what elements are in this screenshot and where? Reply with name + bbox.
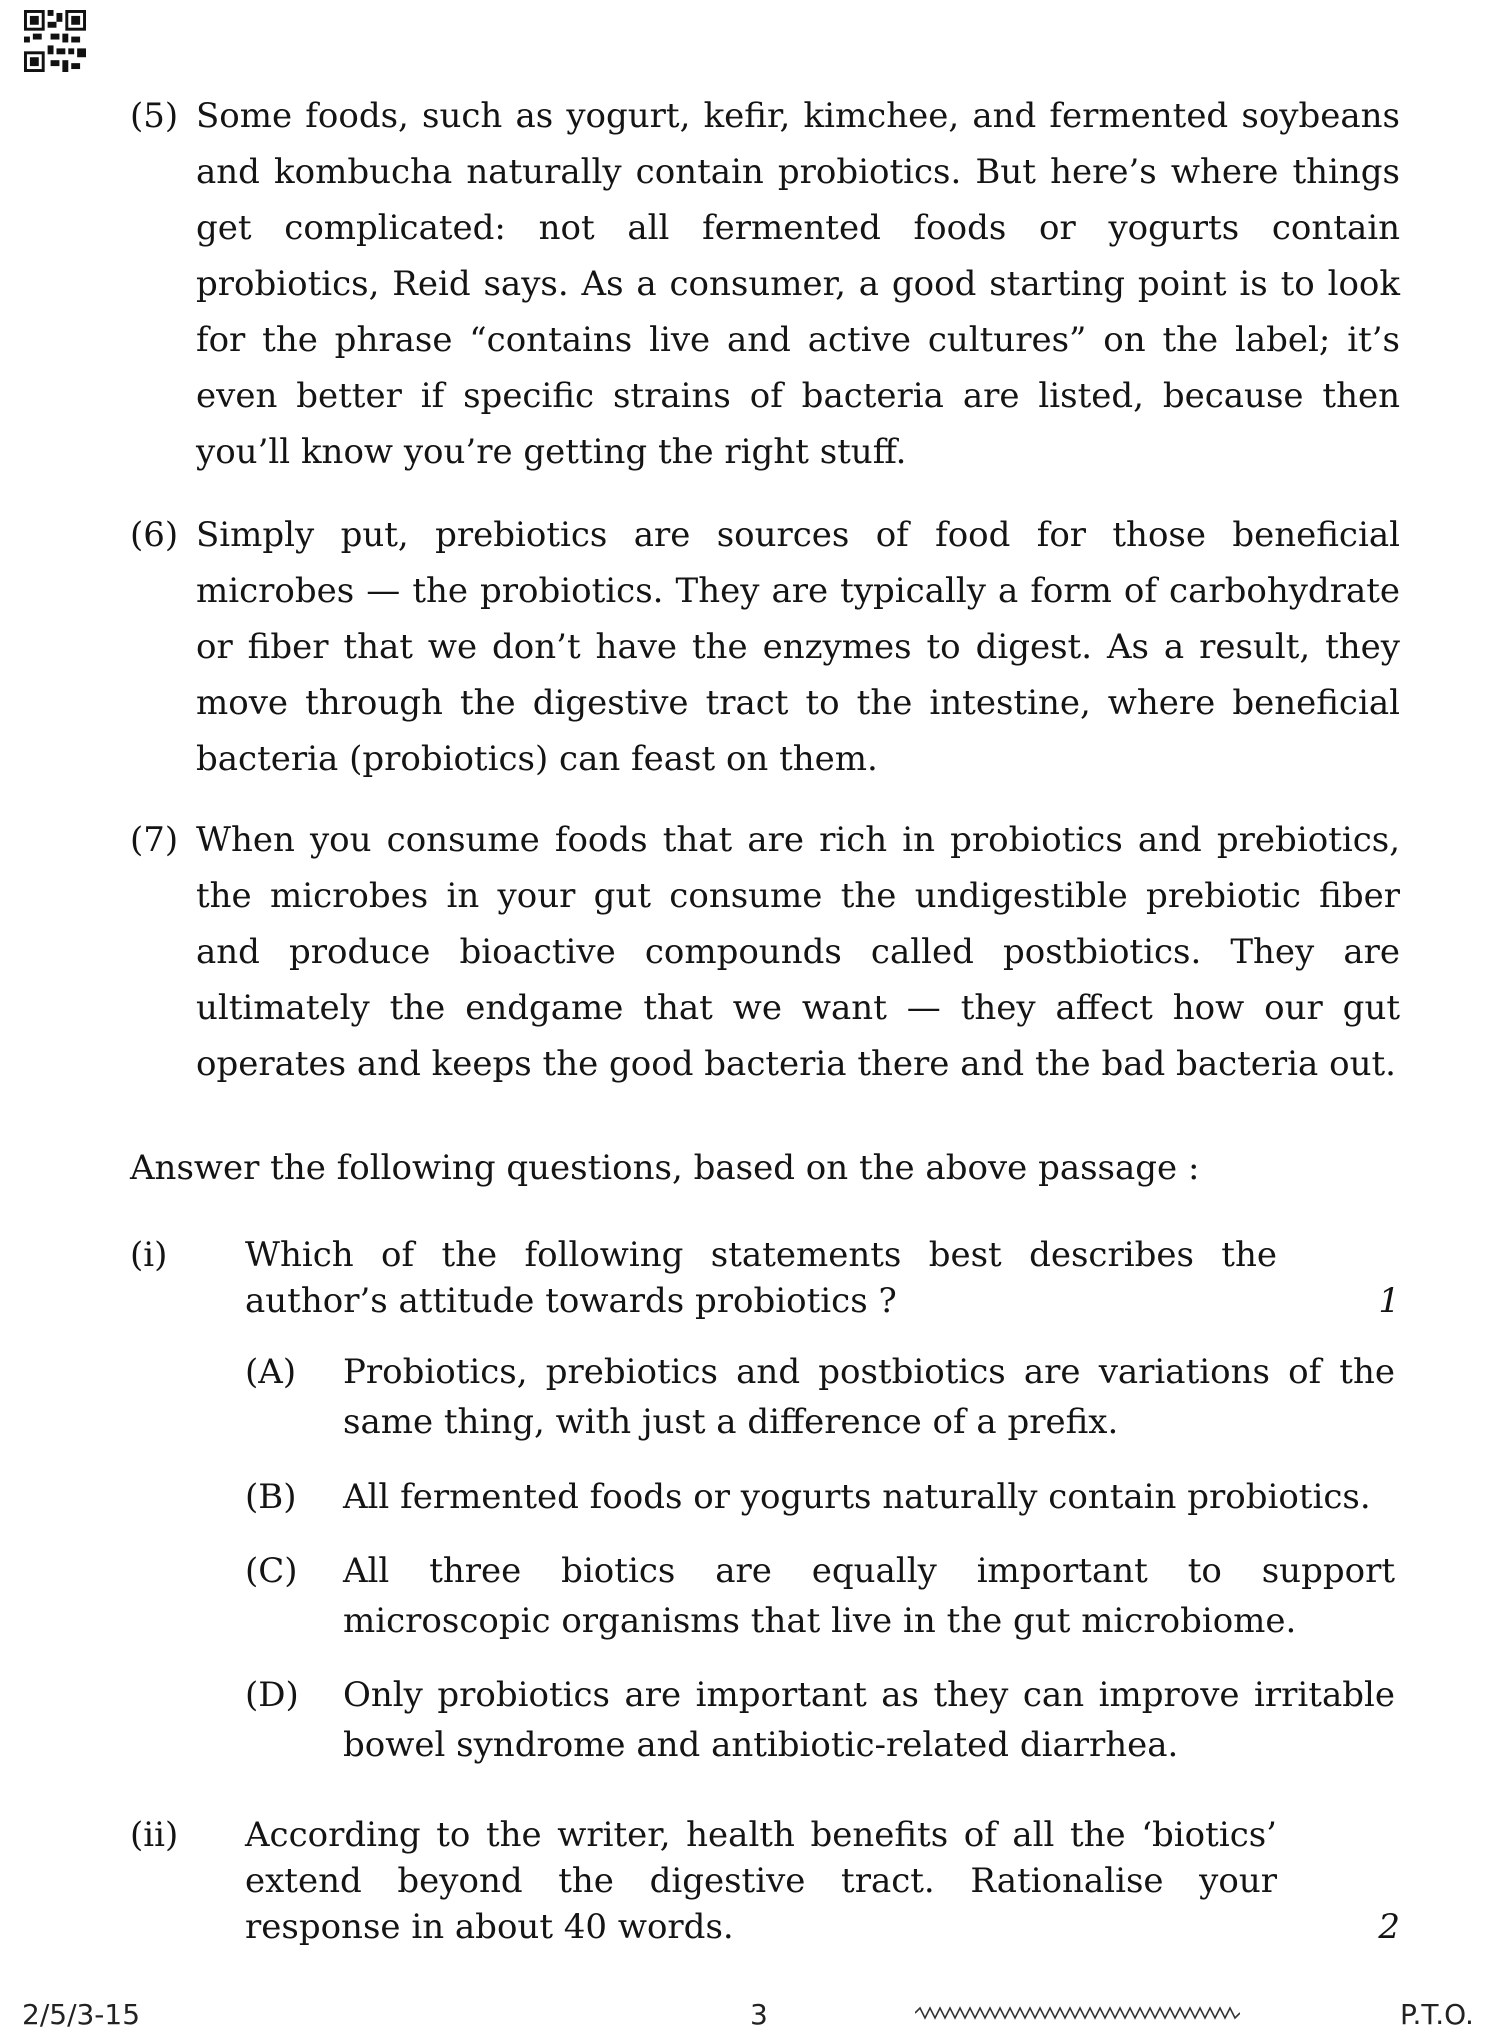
footer-page-number: 3 <box>750 1998 768 2031</box>
qr-code-icon <box>24 10 86 72</box>
option-text: All fermented foods or yogurts naturally contain probiotics. <box>343 1477 1371 1517</box>
paragraph-number: (7) <box>130 820 179 860</box>
question-marks: 1 <box>1378 1281 1400 1321</box>
passage-paragraph-6 <box>130 507 1400 787</box>
option-text: All three biotics are equally important to support microscopic organisms that live in the gut microbiome. <box>343 1551 1395 1641</box>
option-text: Probiotics, prebiotics and postbiotics are variations of the same thing, with just a difference of a prefix. <box>343 1352 1395 1442</box>
option-d <box>245 1670 1400 1770</box>
passage-paragraph-7 <box>130 812 1400 1092</box>
paragraph-text: Some foods, such as yogurt, kefir, kimchee, and fermented soybeans and kombucha naturally contain probiotics. But here’s where things get complicated: not all fermented foods or yogurts contain probiotics, Reid says. As a consumer, a good starting point is to look for the phrase “contains live and active cultures” on the label; it’s even better if specific strains of bacteria are listed, because then you’ll know you’re getting the right stuff. <box>196 96 1400 472</box>
option-label: (A) <box>245 1352 297 1392</box>
passage-paragraph-5 <box>130 88 1400 480</box>
paragraph-text: Simply put, prebiotics are sources of food for those beneficial microbes — the probiotics. They are typically a form of carbohydrate or fiber that we don’t have the enzymes to digest. As a result, they move through the digestive tract to the intestine, where beneficial bacteria (probiotics) can feast on them. <box>196 515 1400 779</box>
option-c <box>245 1546 1400 1646</box>
option-label: (D) <box>245 1675 299 1715</box>
wavy-line-icon <box>915 2006 1240 2020</box>
option-label: (B) <box>245 1477 297 1517</box>
questions-instruction: Answer the following questions, based on the above passage : <box>130 1148 1200 1188</box>
footer-pto: P.T.O. <box>1400 1998 1474 2031</box>
paragraph-number: (5) <box>130 96 179 136</box>
question-text: Which of the following statements best describes the author’s attitude towards probiotics ? <box>245 1235 1277 1321</box>
question-marks: 2 <box>1378 1907 1400 1947</box>
paragraph-number: (6) <box>130 515 179 555</box>
question-text: According to the writer, health benefits of all the ‘biotics’ extend beyond the digestive tract. Rationalise your response in about 40 words. <box>245 1815 1277 1947</box>
option-label: (C) <box>245 1551 298 1591</box>
question-ii <box>130 1812 1400 1950</box>
option-a <box>245 1347 1400 1447</box>
question-number: (i) <box>130 1235 168 1275</box>
footer-paper-code: 2/5/3-15 <box>22 1998 141 2031</box>
paragraph-text: When you consume foods that are rich in probiotics and prebiotics, the microbes in your gut consume the undigestible prebiotic fiber and produce bioactive compounds called postbiotics. They are ultimately the endgame that we want — they affect how our gut operates and keeps the good bacteria there and the bad bacteria out. <box>196 820 1400 1084</box>
option-b <box>245 1472 1400 1522</box>
question-i <box>130 1232 1400 1324</box>
option-text: Only probiotics are important as they can improve irritable bowel syndrome and antibiotic-related diarrhea. <box>343 1675 1395 1765</box>
question-number: (ii) <box>130 1815 179 1855</box>
